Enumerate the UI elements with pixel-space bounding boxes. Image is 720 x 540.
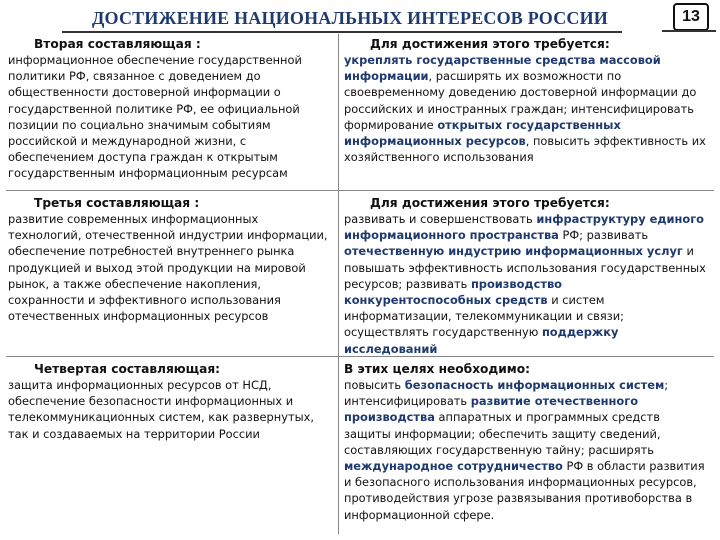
text-segment: и систем информатизации, телекоммуникации и связи; (344, 293, 624, 324)
text-segment: развивать (583, 228, 649, 243)
row-2-right (344, 195, 706, 357)
row-1-left-text: информационное обеспечение государственной политики РФ, связанное с доведением до общественности достоверной информации о государственной политике РФ, ее официальной позиции по социально значимым событиям российской и международной жизни, с обеспечением доступа граждан к открытым государственным информационным ресурсам (8, 53, 302, 181)
highlighted-phrase: открытых государственных информационных ресурсов (344, 117, 621, 149)
badge-underline (662, 30, 716, 32)
highlighted-phrase: производство конкурентоспособных средств (344, 276, 563, 308)
row-2-right-header: Для достижения этого требуется: (370, 196, 610, 210)
text-segment: интенсифицировать формирование (344, 101, 695, 132)
row-3-left-header: Четвертая составляющая: (34, 362, 221, 376)
text-segment: РФ в области развития и безопасного использования информационных ресурсов, противодействия угрозе развязывания противоборства в информационной сфере. (344, 459, 705, 522)
text-segment: , расширять их возможности по своевременному доведению достоверной информации до российских и иностранных граждан; (344, 69, 697, 116)
title-underline (62, 31, 622, 33)
text-segment: повысить (344, 378, 405, 392)
highlighted-phrase: инфраструктуру единого информационного пространства (344, 212, 704, 243)
row-1-left (8, 36, 334, 182)
highlighted-phrase: отечественную индустрию информационных услуг (344, 244, 683, 259)
row-divider-1 (6, 190, 714, 191)
text-segment: развивать и совершенствовать (344, 212, 537, 226)
row-2-right-text (344, 211, 706, 357)
row-1-right-header: Для достижения этого требуется: (370, 37, 610, 51)
text-segment: аппаратных и программных средств защиты информации; (344, 410, 660, 441)
column-divider (338, 34, 339, 534)
row-3-left (8, 361, 334, 442)
highlighted-phrase: развитие отечественного производства (344, 394, 639, 425)
row-3-left-text: защита информационных ресурсов от НСД, обеспечение безопасности информационных и телекоммуникационных систем, как развернутых, так и создаваемых на территории России (8, 378, 314, 441)
highlighted-phrase: безопасность информационных систем (404, 378, 665, 392)
row-1-right-text (344, 52, 706, 165)
row-3-right (344, 361, 710, 523)
row-2-left-text: развитие современных информационных технологий, отечественной индустрии информации, обеспечение потребностей внутреннего рынка продукцией и выход этой продукции на мировой рынок, а также обеспечение накопления, сохранности и эффективного использования отечественных информационных ресурсов (8, 212, 328, 324)
row-1-right (344, 36, 706, 165)
row-1-left-header: Вторая составляющая : (34, 37, 201, 51)
text-segment: расширять (584, 442, 654, 457)
row-3-right-text (344, 377, 710, 523)
row-2-left (8, 195, 334, 324)
highlighted-phrase: укреплять государственные средства массовой информации (344, 53, 661, 84)
text-segment: осуществлять государственную (344, 325, 542, 340)
row-2-left-header: Третья составляющая : (34, 196, 200, 210)
highlighted-phrase: международное сотрудничество (344, 459, 563, 474)
text-segment: обеспечить защиту сведений, составляющих государственную тайну; (344, 426, 661, 457)
text-segment: ; (664, 378, 669, 392)
slide-number-badge: 13 (673, 3, 709, 31)
highlighted-phrase: поддержку исследований (344, 325, 619, 356)
row-3-right-header: В этих целях необходимо: (344, 362, 531, 376)
text-segment: интенсифицировать (344, 394, 471, 409)
text-segment: развивать (402, 276, 471, 291)
text-segment: РФ; (558, 228, 583, 243)
page-title: ДОСТИЖЕНИЕ НАЦИОНАЛЬНЫХ ИНТЕРЕСОВ РОССИИ (91, 8, 609, 28)
text-segment: , повысить эффективность их хозяйственного использования (344, 134, 706, 165)
text-segment: и повышать эффективность использования государственных ресурсов; (344, 244, 706, 291)
